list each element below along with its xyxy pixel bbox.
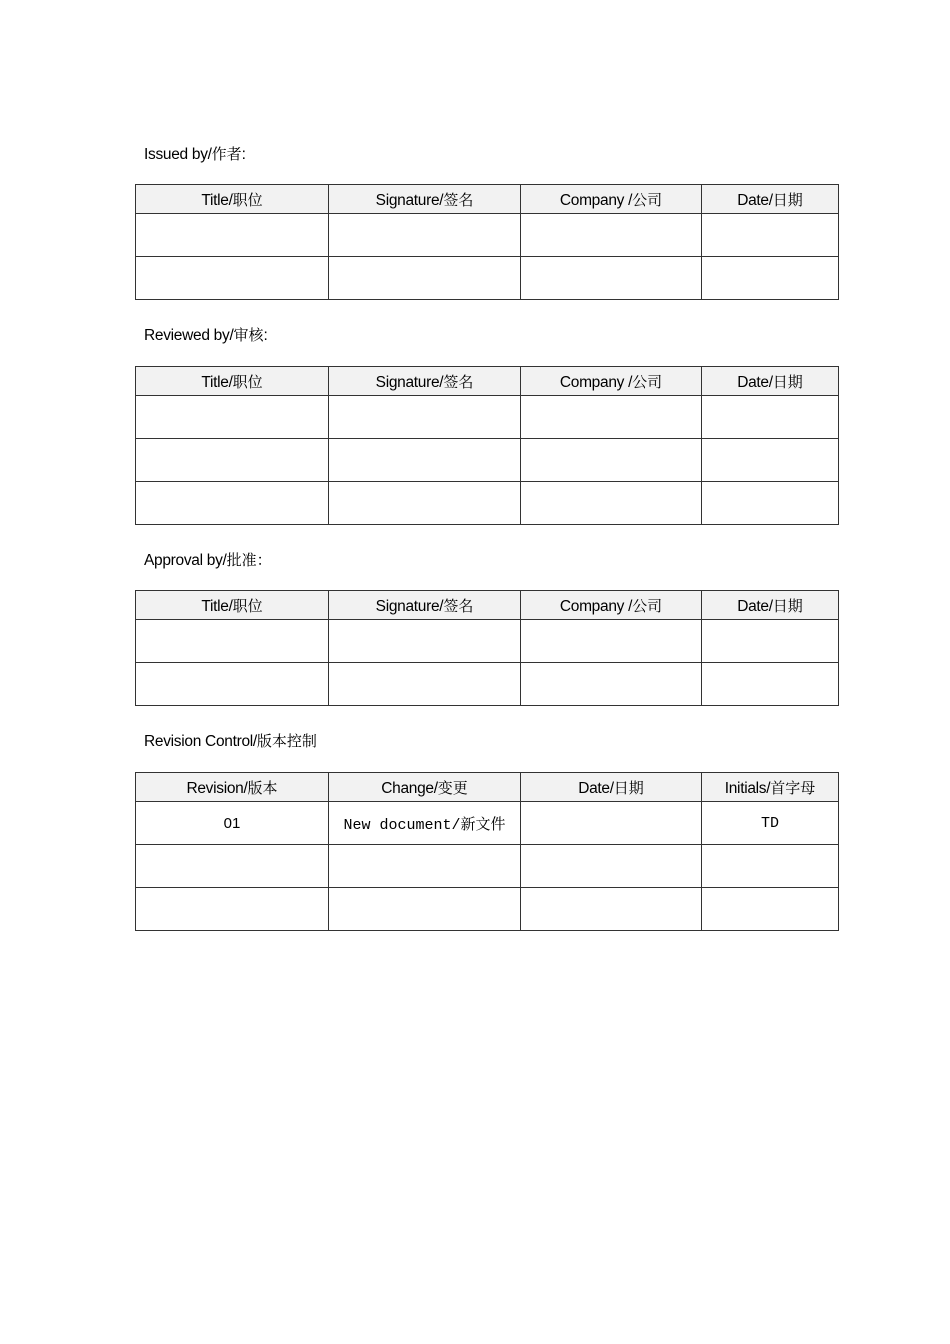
company-column-header: Company /公司 — [521, 591, 702, 620]
company-column-header: Company /公司 — [521, 185, 702, 214]
date-cell[interactable] — [521, 888, 702, 931]
approval-by-heading: Approval by/批准： — [144, 551, 272, 569]
company-cell[interactable] — [521, 396, 702, 439]
company-cell[interactable] — [521, 620, 702, 663]
issued-by-table — [135, 184, 839, 300]
company-cell[interactable] — [521, 257, 702, 300]
approval-by-table — [135, 590, 839, 706]
table-row — [136, 257, 839, 300]
revision-control-table — [135, 772, 839, 931]
title-cell[interactable] — [136, 620, 329, 663]
initials-cell[interactable]: TD — [702, 802, 839, 845]
table-row — [136, 620, 839, 663]
table-header-row — [136, 591, 839, 620]
company-cell[interactable] — [521, 439, 702, 482]
reviewed-by-heading: Reviewed by/审核: — [144, 326, 268, 344]
signature-cell[interactable] — [329, 396, 521, 439]
date-column-header: Date/日期 — [521, 773, 702, 802]
table-row — [136, 888, 839, 931]
date-cell[interactable] — [702, 214, 839, 257]
signature-cell[interactable] — [329, 663, 521, 706]
date-column-header: Date/日期 — [702, 367, 839, 396]
table-row — [136, 439, 839, 482]
revision-cell[interactable]: 01 — [136, 802, 329, 845]
table-row — [136, 482, 839, 525]
table-row — [136, 396, 839, 439]
signature-column-header: Signature/签名 — [329, 367, 521, 396]
date-cell[interactable] — [521, 802, 702, 845]
date-column-header: Date/日期 — [702, 591, 839, 620]
company-column-header: Company /公司 — [521, 367, 702, 396]
signature-cell[interactable] — [329, 257, 521, 300]
date-cell[interactable] — [702, 663, 839, 706]
title-cell[interactable] — [136, 396, 329, 439]
change-cell[interactable]: New document/新文件 — [329, 802, 521, 845]
company-cell[interactable] — [521, 663, 702, 706]
date-column-header: Date/日期 — [702, 185, 839, 214]
date-cell[interactable] — [521, 845, 702, 888]
revision-column-header: Revision/版本 — [136, 773, 329, 802]
initials-column-header: Initials/首字母 — [702, 773, 839, 802]
initials-cell[interactable] — [702, 845, 839, 888]
table-header-row — [136, 185, 839, 214]
date-cell[interactable] — [702, 482, 839, 525]
issued-by-heading: Issued by/作者: — [144, 145, 246, 163]
title-cell[interactable] — [136, 214, 329, 257]
title-cell[interactable] — [136, 482, 329, 525]
signature-cell[interactable] — [329, 482, 521, 525]
table-row — [136, 214, 839, 257]
title-column-header: Title/职位 — [136, 185, 329, 214]
signature-column-header: Signature/签名 — [329, 591, 521, 620]
date-cell[interactable] — [702, 396, 839, 439]
table-row — [136, 663, 839, 706]
table-row — [136, 845, 839, 888]
revision-cell[interactable] — [136, 888, 329, 931]
date-cell[interactable] — [702, 257, 839, 300]
signature-cell[interactable] — [329, 620, 521, 663]
signature-cell[interactable] — [329, 439, 521, 482]
title-cell[interactable] — [136, 257, 329, 300]
revision-cell[interactable] — [136, 845, 329, 888]
title-cell[interactable] — [136, 439, 329, 482]
change-cell[interactable] — [329, 888, 521, 931]
initials-cell[interactable] — [702, 888, 839, 931]
company-cell[interactable] — [521, 214, 702, 257]
date-cell[interactable] — [702, 439, 839, 482]
change-column-header: Change/变更 — [329, 773, 521, 802]
title-cell[interactable] — [136, 663, 329, 706]
signature-column-header: Signature/签名 — [329, 185, 521, 214]
table-header-row — [136, 367, 839, 396]
date-cell[interactable] — [702, 620, 839, 663]
revision-control-heading: Revision Control/版本控制 — [144, 732, 317, 750]
change-cell[interactable] — [329, 845, 521, 888]
title-column-header: Title/职位 — [136, 367, 329, 396]
title-column-header: Title/职位 — [136, 591, 329, 620]
reviewed-by-table — [135, 366, 839, 525]
table-row — [136, 802, 839, 845]
signature-cell[interactable] — [329, 214, 521, 257]
table-header-row — [136, 773, 839, 802]
company-cell[interactable] — [521, 482, 702, 525]
